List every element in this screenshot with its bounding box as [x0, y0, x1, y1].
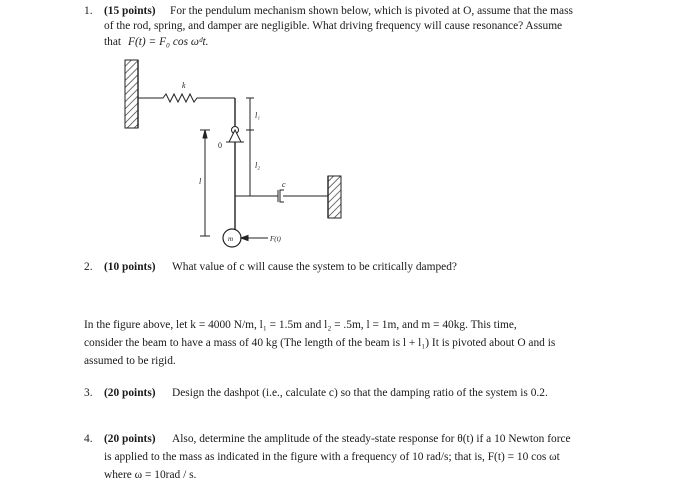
- question-2-number: 2.: [84, 261, 93, 273]
- label-k: k: [182, 81, 186, 90]
- question-1-line-3-prefix: that: [104, 36, 122, 48]
- dimension-l2: [246, 130, 254, 196]
- label-force: F(t): [270, 235, 281, 243]
- question-1-points: (15 points): [104, 5, 156, 17]
- label-l2: l₂: [255, 161, 261, 170]
- question-1-formula: F(t) = F₀ cos ωᵈt.: [128, 36, 209, 48]
- dimension-l1: [246, 98, 254, 130]
- question-1-line-1: For the pendulum mechanism shown below, which is pivoted at O, assume that the mass: [170, 5, 573, 17]
- question-1-line-2: of the rod, spring, and damper are negligible. What driving frequency will cause resonance? Assume: [104, 20, 563, 32]
- paragraph-line-1: In the figure above, let k = 4000 N/m, l₁ = 1.5m and l₂ = .5m, l = 1m, and m = 40kg. This time,: [84, 319, 517, 331]
- question-1-number: 1.: [84, 5, 93, 17]
- dimension-l: [200, 130, 210, 236]
- damper: [235, 190, 328, 202]
- question-4-line-2: is applied to the mass as indicated in the figure with a frequency of 10 rad/s; that is, F(t) = 10 cos ωt: [104, 451, 560, 463]
- paragraph-line-2: consider the beam to have a mass of 40 kg (The length of the beam is l + l₁) It is pivoted about O and is: [84, 337, 556, 349]
- question-4-line-1: Also, determine the amplitude of the steady-state response for θ(t) if a 10 Newton force: [172, 433, 571, 445]
- paragraph-line-3: assumed to be rigid.: [84, 355, 176, 367]
- question-2-points: (10 points): [104, 261, 156, 273]
- label-c: c: [282, 180, 286, 189]
- question-4-line-3: where ω = 10rad / s.: [104, 469, 197, 481]
- label-m: m: [228, 235, 234, 243]
- question-4-points: (20 points): [104, 433, 156, 445]
- pivot-o: [226, 127, 244, 143]
- label-l: l: [199, 177, 202, 186]
- force-arrow: [241, 236, 268, 241]
- question-3-points: (20 points): [104, 387, 156, 399]
- left-wall: [125, 60, 138, 128]
- question-4-number: 4.: [84, 433, 93, 445]
- question-3-number: 3.: [84, 387, 93, 399]
- question-3-text: Design the dashpot (i.e., calculate c) so that the damping ratio of the system is 0.2.: [172, 387, 548, 399]
- right-wall: [328, 176, 341, 218]
- spring: [138, 94, 235, 102]
- label-o: 0: [218, 141, 222, 150]
- question-2-text: What value of c will cause the system to be critically damped?: [172, 261, 457, 273]
- label-l1: l₁: [255, 111, 261, 120]
